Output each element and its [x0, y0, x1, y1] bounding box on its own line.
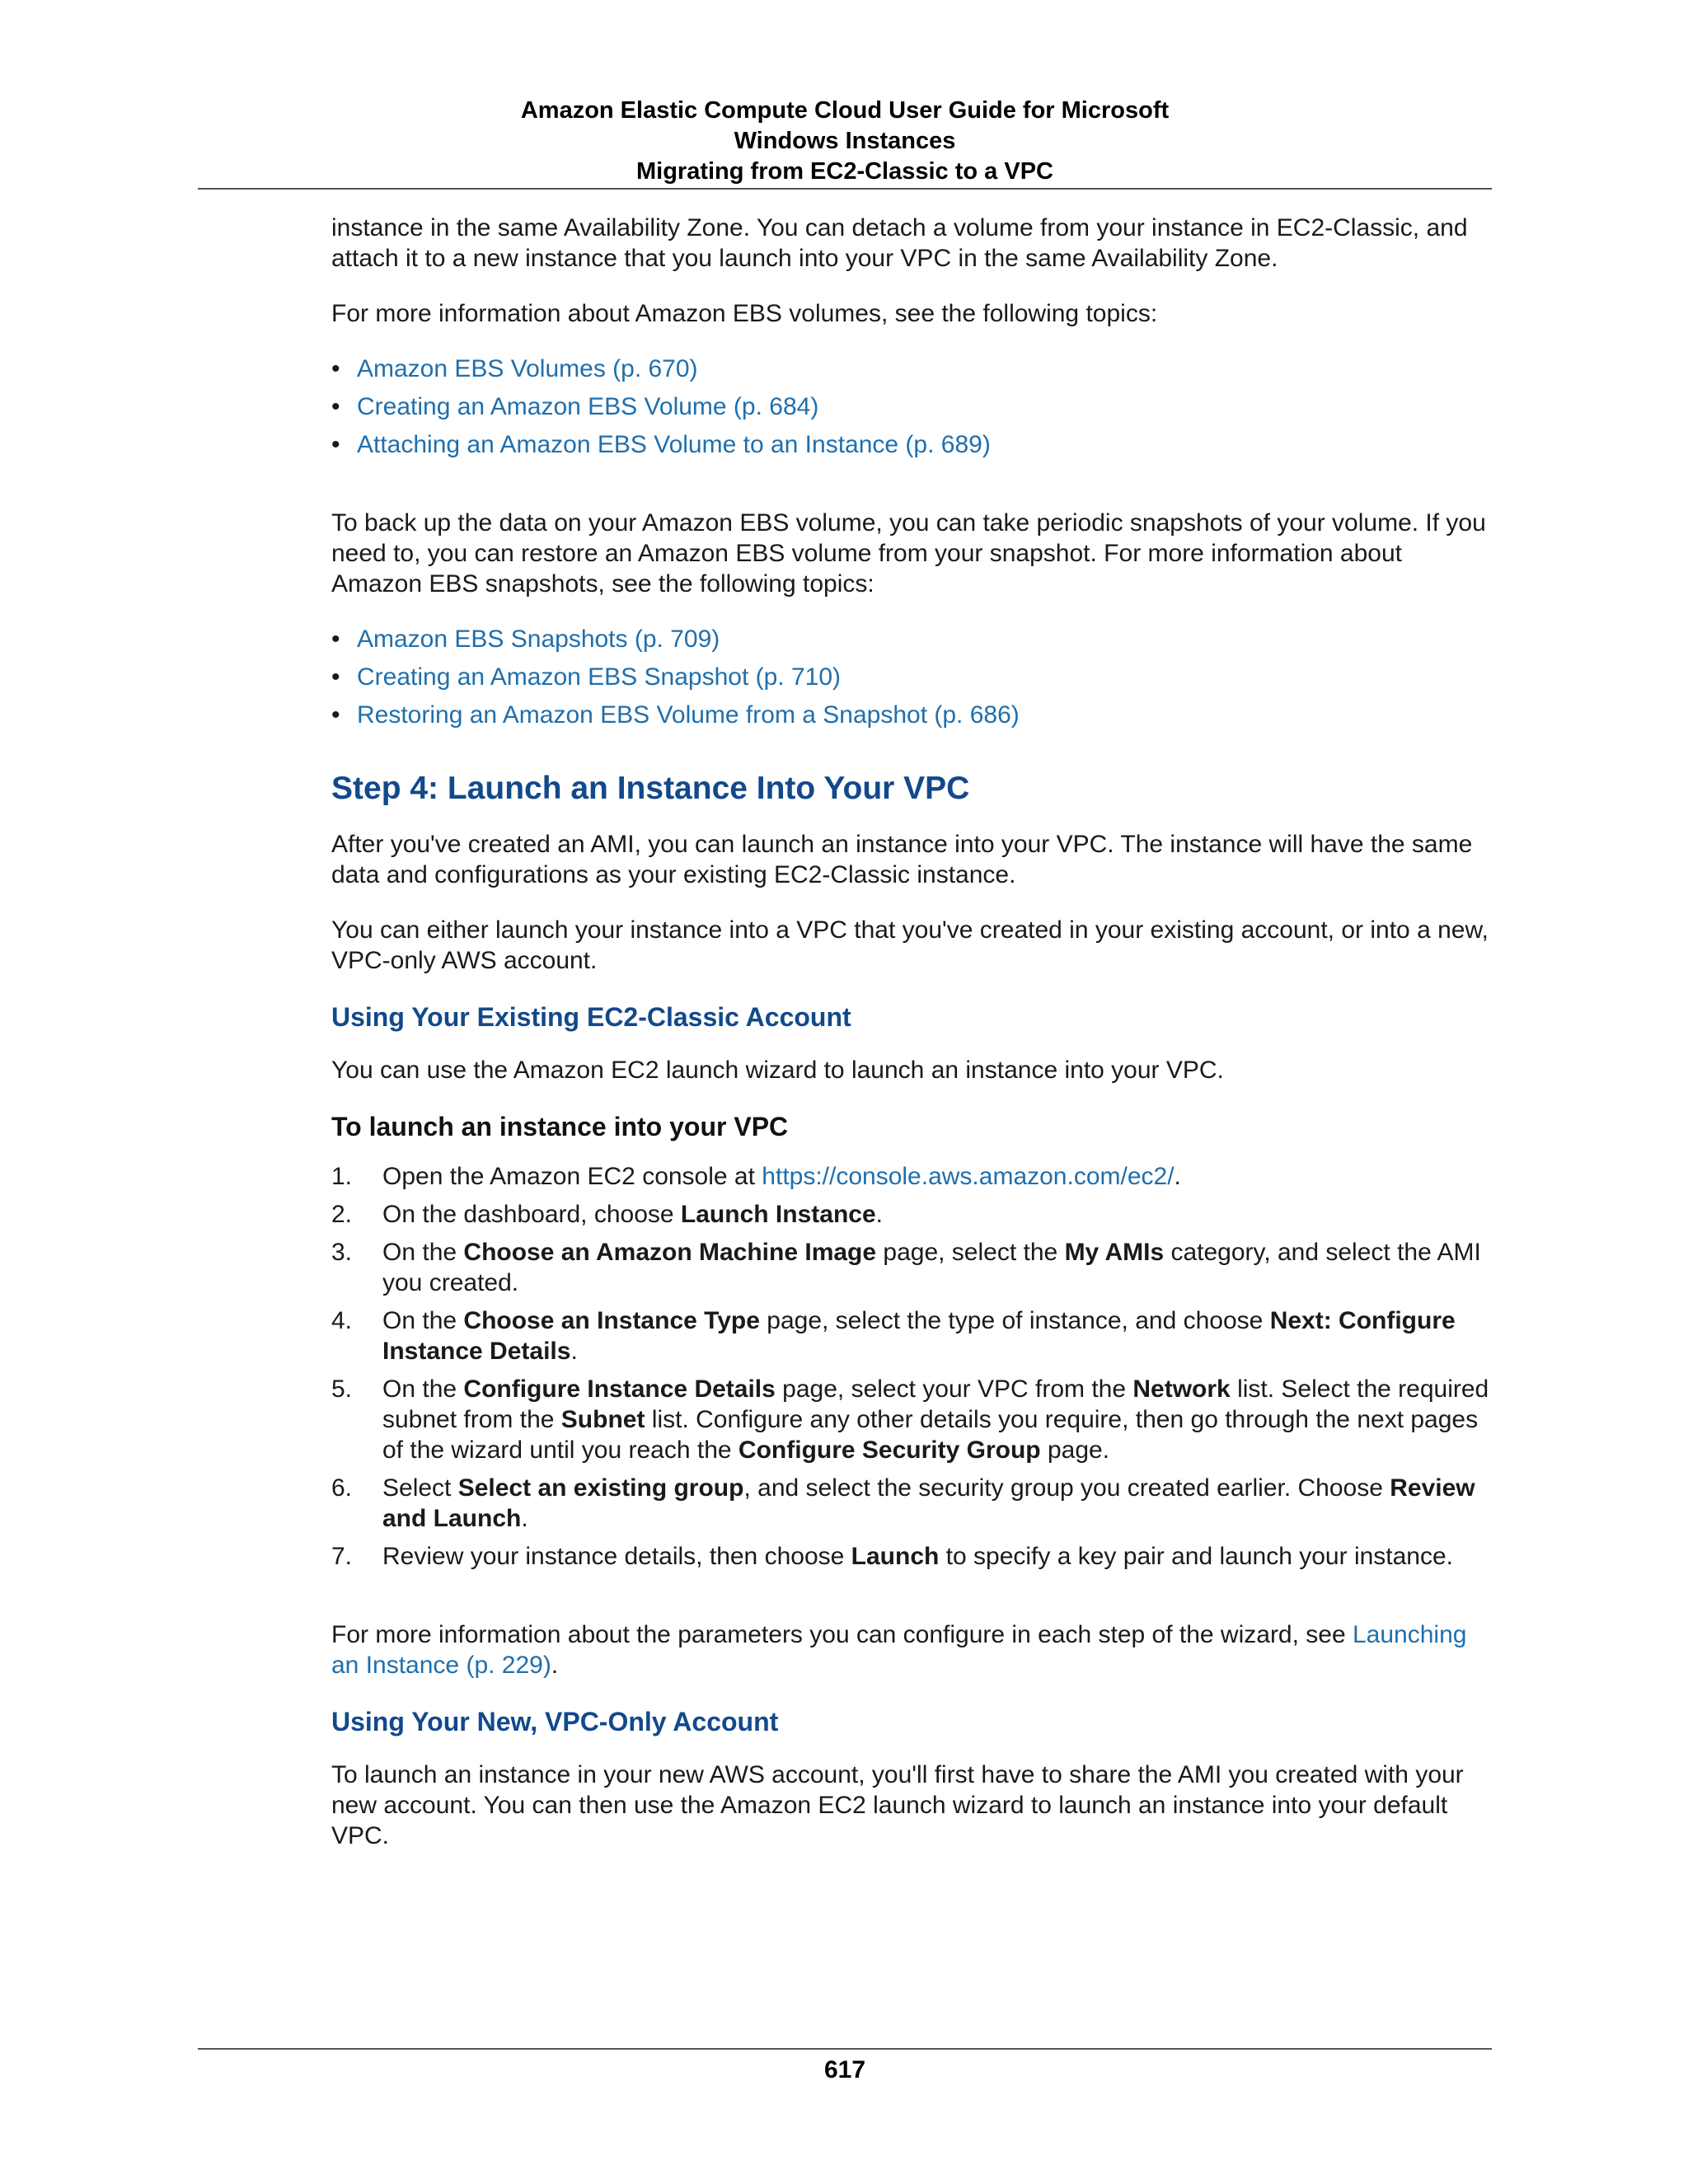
step-text: On the [382, 1239, 464, 1266]
ui-term-launch: Launch [851, 1543, 940, 1570]
link-creating-ebs-volume[interactable]: Creating an Amazon EBS Volume (p. 684) [357, 393, 819, 420]
step-text: Select [382, 1474, 458, 1502]
step-number: 1. [331, 1163, 353, 1190]
ui-term-my-amis: My AMIs [1064, 1239, 1165, 1266]
existing-account-heading: Using Your Existing EC2-Classic Account [331, 1002, 851, 1032]
paragraph-text: . [551, 1652, 559, 1679]
ui-term-launch-instance: Launch Instance [680, 1201, 876, 1228]
step-text: to specify a key pair and launch your instance. [939, 1543, 1454, 1570]
step-text: , and select the security group you created earlier. Choose [743, 1474, 1390, 1502]
step-text: On the dashboard, choose [382, 1201, 681, 1228]
step-number: 4. [331, 1307, 353, 1334]
step-text: page, select the type of instance, and choose [759, 1307, 1270, 1334]
step4-paragraph-2: You can either launch your instance into a VPC that you've created in your existing account, or into a new, VPC-only AWS account. [331, 916, 1489, 974]
snapshot-links-list [331, 624, 1493, 730]
main-content [331, 213, 1493, 1876]
ui-term-choose-instance-type: Choose an Instance Type [463, 1307, 760, 1334]
new-account-heading: Using Your New, VPC-Only Account [331, 1707, 779, 1736]
step-item-7 [331, 1541, 1493, 1572]
procedure-title: To launch an instance into your VPC [331, 1112, 789, 1141]
paragraph-text: For more information about the parameters you can configure in each step of the wizard, see [331, 1621, 1353, 1648]
step-item-6 [331, 1473, 1493, 1534]
step4-heading: Step 4: Launch an Instance Into Your VPC [331, 771, 970, 806]
step-text: On the [382, 1307, 464, 1334]
ui-term-next-configure: Next: Configure Instance Details [382, 1307, 1456, 1365]
step-text: . [875, 1201, 883, 1228]
step-item-3 [331, 1237, 1493, 1298]
link-ebs-snapshots[interactable]: Amazon EBS Snapshots (p. 709) [357, 626, 720, 653]
header-divider [198, 188, 1492, 190]
step-item-4 [331, 1305, 1493, 1366]
ui-term-review-and-launch: Review and Launch [382, 1474, 1475, 1532]
page-number: 617 [823, 2056, 866, 2083]
header-section-title: Migrating from EC2-Classic to a VPC [636, 158, 1053, 185]
link-restoring-ebs-volume[interactable]: Restoring an Amazon EBS Volume from a Snapshot (p. 686) [357, 701, 1020, 729]
step-text: list. Configure any other details you require, then go through the next pages of the wizard until you reach the [382, 1406, 1479, 1464]
step-text: . [521, 1505, 528, 1532]
step4-paragraph-1: After you've created an AMI, you can launch an instance into your VPC. The instance will have the same data and configurations as your existing EC2-Classic instance. [331, 831, 1473, 888]
step-text: Open the Amazon EC2 console at [382, 1163, 762, 1190]
header-line-1: Amazon Elastic Compute Cloud User Guide for Microsoft [520, 97, 1170, 124]
header-line-2: Windows Instances [734, 128, 956, 154]
list-item [331, 354, 1493, 384]
link-ebs-volumes[interactable]: Amazon EBS Volumes (p. 670) [357, 355, 698, 382]
snapshots-intro-paragraph: To back up the data on your Amazon EBS volume, you can take periodic snapshots of your volume. If you need to, you can restore an Amazon EBS volume from your snapshot. For more information about Amazon EBS snapshots, see the following topics: [331, 509, 1486, 598]
footer-divider [198, 2048, 1492, 2050]
step-number: 2. [331, 1201, 353, 1228]
step-text: category, and select the AMI you created. [382, 1239, 1481, 1296]
link-launching-an-instance[interactable]: Launching an Instance (p. 229) [331, 1621, 1467, 1679]
ui-term-select-existing-group: Select an existing group [457, 1474, 744, 1502]
step-text: . [570, 1338, 578, 1365]
step-item-1 [331, 1161, 1493, 1192]
new-account-paragraph: To launch an instance in your new AWS account, you'll first have to share the AMI you created with your new account. You can then use the Amazon EC2 launch wizard to launch an instance into your default VPC. [331, 1761, 1464, 1849]
step-number: 5. [331, 1376, 353, 1403]
step-text: On the [382, 1376, 464, 1403]
volume-links-list [331, 354, 1493, 460]
step-item-5 [331, 1374, 1493, 1465]
ui-term-configure-instance-details: Configure Instance Details [463, 1376, 776, 1403]
step-item-2 [331, 1199, 1493, 1230]
step-text: page, select your VPC from the [775, 1376, 1133, 1403]
step-number: 6. [331, 1474, 353, 1502]
step-text: list. Select the required subnet from the [382, 1376, 1489, 1433]
list-item [331, 624, 1493, 654]
ui-term-subnet: Subnet [560, 1406, 645, 1433]
list-item [331, 700, 1493, 730]
list-item [331, 662, 1493, 692]
ui-term-configure-security-group: Configure Security Group [738, 1436, 1041, 1464]
intro-paragraph: instance in the same Availability Zone. You can detach a volume from your instance in EC2-Classic, and attach it to a new instance that you launch into your VPC in the same Availability Zone. [331, 214, 1468, 272]
step-text: . [1174, 1163, 1181, 1190]
step-text: Review your instance details, then choose [382, 1543, 851, 1570]
existing-account-paragraph: You can use the Amazon EC2 launch wizard to launch an instance into your VPC. [331, 1057, 1224, 1084]
ui-term-choose-ami: Choose an Amazon Machine Image [463, 1239, 877, 1266]
link-attaching-ebs-volume[interactable]: Attaching an Amazon EBS Volume to an Instance (p. 689) [357, 431, 991, 458]
volumes-intro-paragraph: For more information about Amazon EBS volumes, see the following topics: [331, 300, 1158, 327]
link-creating-ebs-snapshot[interactable]: Creating an Amazon EBS Snapshot (p. 710) [357, 663, 842, 691]
page-header [198, 96, 1492, 187]
list-item [331, 429, 1493, 460]
procedure-steps [331, 1161, 1493, 1572]
link-ec2-console[interactable]: https://console.aws.amazon.com/ec2/ [762, 1163, 1175, 1190]
step-text: page. [1040, 1436, 1110, 1464]
step-number: 3. [331, 1239, 353, 1266]
list-item [331, 391, 1493, 422]
wizard-more-info-paragraph [331, 1619, 1493, 1680]
step-number: 7. [331, 1543, 353, 1570]
step-text: page, select the [876, 1239, 1065, 1266]
ui-term-network: Network [1132, 1376, 1231, 1403]
